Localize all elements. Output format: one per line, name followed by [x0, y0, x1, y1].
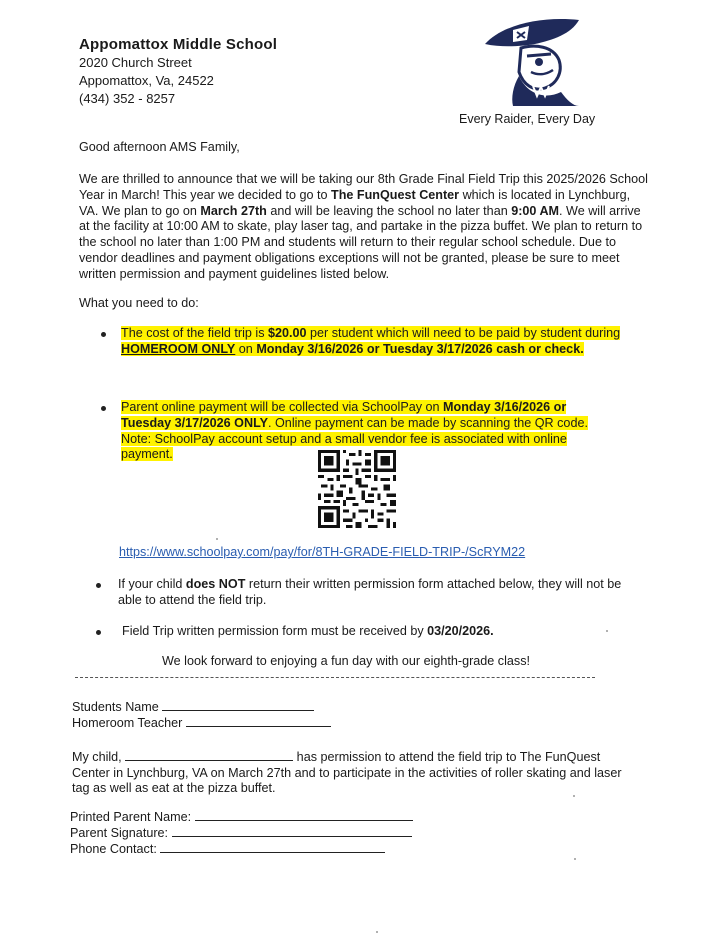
students-name-blank[interactable]	[162, 699, 314, 711]
printed-parent-name-label: Printed Parent Name:	[70, 810, 192, 824]
bullet-dot-icon	[96, 583, 101, 588]
homeroom-teacher-label: Homeroom Teacher	[72, 716, 183, 730]
form-deadline-date: 03/20/2026.	[427, 624, 494, 638]
intro-text: . We will arrive at the facility at 10:00 AM to skate, play laser tag, and partake in the pizza buffet. We plan to return to the school no later than 1:00 PM and students will return to their regular school schedule. Due to vendor deadlines and payment obligations exceptions will not be granted, please be sure to meet written permission and payment guidelines listed below.	[79, 203, 643, 281]
my-child-label: My child,	[72, 750, 122, 764]
child-name-blank[interactable]	[125, 749, 293, 761]
printed-parent-name-field[interactable]	[70, 809, 413, 826]
cut-line	[75, 677, 595, 678]
venue-name: The FunQuest Center	[331, 187, 460, 202]
closing-line: We look forward to enjoying a fun day with our eighth-grade class!	[162, 654, 530, 668]
phone-contact-label: Phone Contact:	[70, 842, 157, 856]
bullet-cost	[121, 326, 621, 358]
permission-statement	[72, 749, 632, 797]
scan-speck	[574, 858, 576, 860]
scan-speck	[216, 538, 218, 540]
parent-signature-field[interactable]	[70, 825, 412, 842]
permission-text: has permission to attend the field trip to The FunQuest Center in Lynchburg, VA on March 27th and to participate in the activities of roller skating and laser tag as well as eat at the pizza buffet.	[72, 750, 622, 795]
qr-code-icon[interactable]	[316, 450, 398, 528]
parent-signature-blank[interactable]	[172, 825, 412, 837]
bullet-text: If your child	[118, 577, 186, 591]
bullet-dot-icon	[101, 332, 106, 337]
homeroom-teacher-field[interactable]	[72, 715, 331, 732]
school-phone: (434) 352 - 8257	[79, 91, 176, 106]
homeroom-only: HOMEROOM ONLY	[121, 341, 236, 356]
bullet-text: per student which will need to be paid by student during	[306, 326, 621, 340]
parent-signature-label: Parent Signature:	[70, 826, 169, 840]
phone-contact-blank[interactable]	[160, 841, 385, 853]
online-payment-dates: Monday 3/16/2026 or Tuesday 3/17/2026 ONLY	[121, 400, 567, 430]
what-you-need-heading: What you need to do:	[79, 296, 199, 310]
trip-date: March 27th	[200, 203, 267, 218]
bullet-dot-icon	[96, 630, 101, 635]
departure-time: 9:00 AM	[511, 203, 560, 218]
payment-dates: Monday 3/16/2026 or Tuesday 3/17/2026 cash or check.	[256, 341, 584, 356]
intro-text: which is located in Lynchburg, VA. We plan to go on	[79, 187, 631, 218]
bullet-text: Field Trip written permission form must be received by	[122, 624, 428, 638]
intro-paragraph	[79, 172, 649, 283]
school-city: Appomattox, Va, 24522	[79, 73, 214, 88]
intro-text: We are thrilled to announce that we will be taking our 8th Grade Final Field Trip this 2025/2026 School Year in March! This year we decided to go to	[79, 172, 648, 202]
scan-speck	[606, 630, 608, 632]
does-not-emphasis: does NOT	[185, 577, 246, 591]
bullet-form-deadline	[122, 624, 622, 640]
school-motto: Every Raider, Every Day	[459, 112, 596, 126]
bullet-dot-icon	[101, 406, 106, 411]
bullet-text: return their written permission form attached below, they will not be able to attend the field trip.	[118, 577, 622, 607]
intro-text: and will be leaving the school no later than	[266, 203, 512, 218]
printed-parent-name-blank[interactable]	[195, 809, 413, 821]
students-name-field[interactable]	[72, 699, 314, 716]
scan-speck	[573, 795, 575, 797]
schoolpay-link[interactable]: https://www.schoolpay.com/pay/for/8TH-GRADE-FIELD-TRIP-/ScRYM22	[119, 545, 526, 559]
pirate-mascot-icon	[483, 14, 581, 108]
bullet-text: . Online payment can be made by scanning the QR code. Note: SchoolPay account setup and a small vendor fee is associated with online payment.	[121, 415, 588, 462]
phone-contact-field[interactable]	[70, 841, 385, 858]
school-name: Appomattox Middle School	[79, 36, 278, 53]
scan-speck	[376, 931, 378, 933]
trip-cost: $20.00	[268, 326, 307, 340]
bullet-text: on	[235, 341, 257, 356]
school-street: 2020 Church Street	[79, 55, 192, 70]
school-address-block	[79, 36, 277, 108]
bullet-permission-required	[118, 577, 628, 609]
greeting: Good afternoon AMS Family,	[79, 140, 240, 154]
bullet-text: The cost of the field trip is	[121, 326, 268, 340]
bullet-text: Parent online payment will be collected via SchoolPay on	[121, 400, 444, 414]
students-name-label: Students Name	[72, 700, 159, 714]
homeroom-teacher-blank[interactable]	[186, 715, 331, 727]
